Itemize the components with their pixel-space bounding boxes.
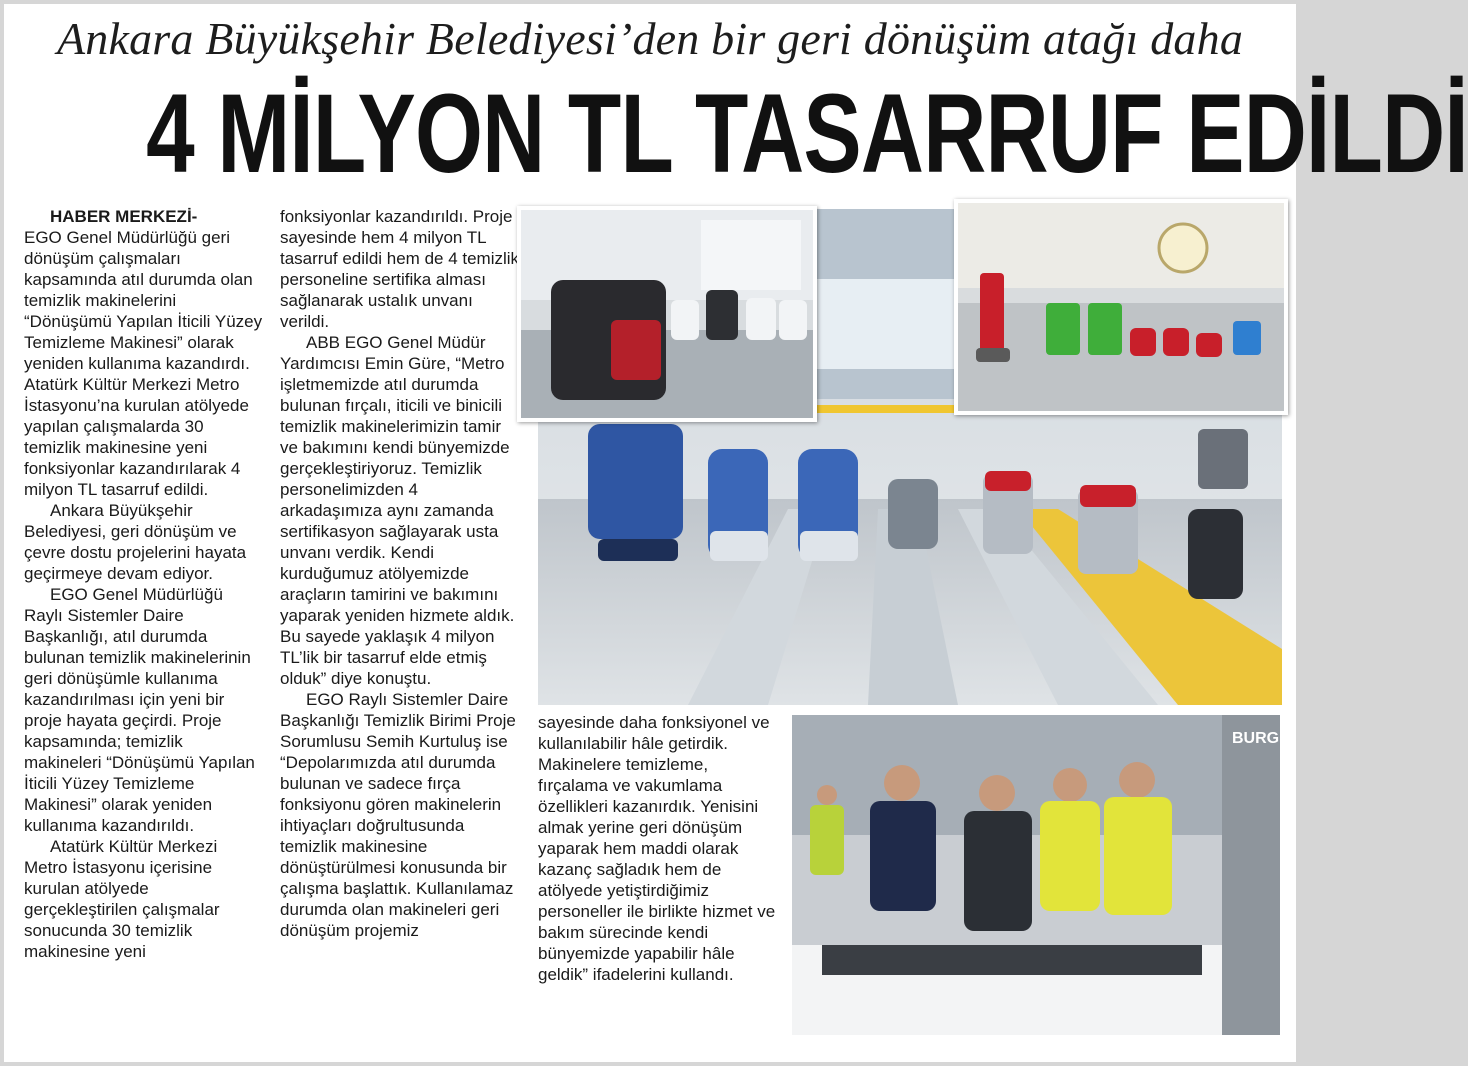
byline: HABER MERKEZİ- <box>50 207 198 226</box>
paragraph: ABB EGO Genel Müdür Yardımcısı Emin Güre, “Metro işletmemizde atıl durumda bulunan fırçalı, iticili ve binicili temizlik makinelerimizin tamir ve bakımını kendi bünyemizde gerçekleştiriyoruz. Temizlik personelimizden 4 arkadaşımıza aynı zamanda sertifikasyon sağlayarak usta unvanı verdik. Kendi kurduğumuz atölyemizde araçların tamirini ve bakımını yaparak yeniden hizmete aldık. Bu sayede yaklaşık 4 milyon TL’lik bir tasarruf elde etmiş olduk” diye konuştu. <box>280 333 515 688</box>
paragraph: Atatürk Kültür Merkezi Metro İstasyonu içerisine kurulan atölyede gerçekleştirilen çalışmalar sonucunda 30 temizlik makinesine yeni <box>24 837 220 961</box>
paragraph: sayesinde daha fonksiyonel ve kullanılabilir hâle getirdik. Makinelere temizleme, fırçalama ve vakumlama özellikleri kazanırdık. Yenisini almak yerine geri dönüşüm yaparak hem maddi olarak kazanç sağladık hem de atölyede yetiştirdiğimiz personeller ile birlikte hizmet ve bakım sürecinde kendi bünyemizde yapabilir hâle geldik” ifadelerini kullandı. <box>538 713 776 984</box>
station-sign-text: BURG <box>1232 730 1280 747</box>
text-column-3 <box>538 712 778 985</box>
paragraph: EGO Genel Müdürlüğü geri dönüşüm çalışmaları kapsamında atıl durumda olan temizlik makinelerini “Dönüşümü Yapılan İticili Yüzey Temizleme Makinesi” olarak yeniden kullanıma kazandırdı. Atatürk Kültür Merkezi Metro İstasyonu’na kurulan atölyede yapılan çalışmalarda 30 temizlik makinesine yeni fonksiyonlar kazandırılarak 4 milyon TL tasarruf edildi. <box>24 228 263 499</box>
article-kicker: Ankara Büyükşehir Belediyesi’den bir geri dönüşüm atağı daha <box>56 13 1244 64</box>
newspaper-page <box>4 4 1468 1062</box>
text-column-2 <box>280 206 520 941</box>
paragraph: EGO Genel Müdürlüğü Raylı Sistemler Daire Başkanlığı, atıl durumda bulunan temizlik makinelerinin geri dönüşümle kullanıma kazandırılması için yeni bir proje hayata geçirdi. Proje kapsamında; temizlik makineleri “Dönüşümü Yapılan İticili Yüzey Temizleme Makinesi” olarak yeniden kullanıma kazandırıldı. <box>24 585 255 835</box>
paragraph: Ankara Büyükşehir Belediyesi, geri dönüşüm ve çevre dostu projelerini hayata geçirmeye devam ediyor. <box>24 501 247 583</box>
paragraph: fonksiyonlar kazandırıldı. Proje sayesinde hem 4 milyon TL tasarruf edildi hem de 4 temizlik personeline sertifika alması sağlanarak ustalık unvanı verildi. <box>280 207 520 331</box>
bottom-photo-officials-inspecting <box>792 715 1280 1035</box>
text-column-1 <box>24 206 264 962</box>
article-headline: 4 MİLYON TL TASARRUF EDİLDİ <box>146 71 1468 196</box>
inset-photo-machines-workshop <box>517 206 817 422</box>
inset-photo-machines-hall <box>954 199 1288 415</box>
paragraph: EGO Raylı Sistemler Daire Başkanlığı Temizlik Birimi Proje Sorumlusu Semih Kurtuluş ise “Depolarımızda atıl durumda bulunan ve sadece fırça fonksiyonu gören makinelerin ihtiyaçları doğrultusunda temizlik makinesine dönüştürülmesi konusunda bir çalışma başlattık. Kullanılamaz durumda olan makineleri geri dönüşüm projemiz <box>280 690 516 940</box>
